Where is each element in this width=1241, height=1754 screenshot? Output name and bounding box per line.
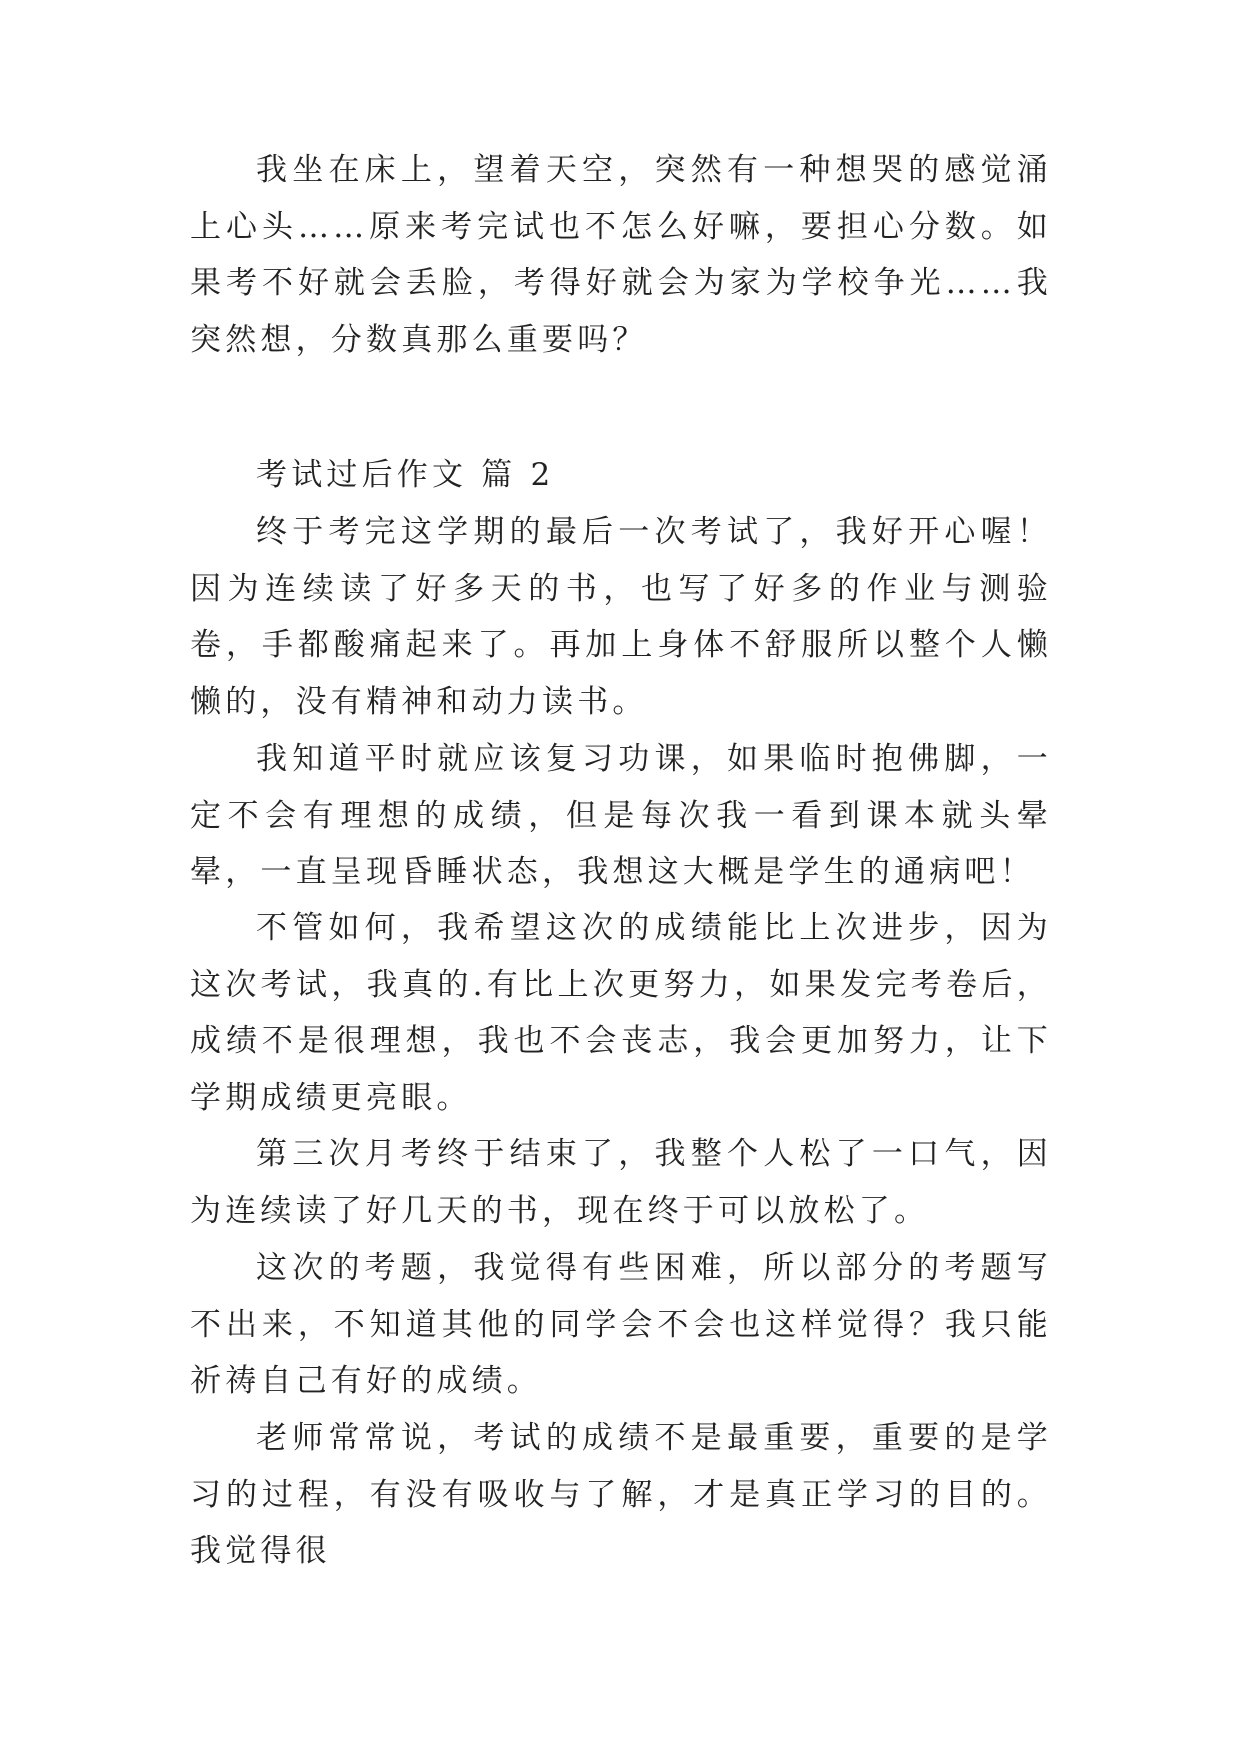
section-heading: 考试过后作文 篇 2 xyxy=(256,457,555,493)
paragraph-2: 我知道平时就应该复习功课，如果临时抱佛脚，一定不会有理想的成绩，但是每次我一看到课本就头晕晕，一直呈现昏睡状态，我想这大概是学生的通病吧！ xyxy=(190,741,1052,890)
paragraph-3: 不管如何，我希望这次的成绩能比上次进步，因为这次考试，我真的.有比上次更努力，如果发完考卷后，成绩不是很理想，我也不会丧志，我会更加努力，让下学期成绩更亮眼。 xyxy=(190,910,1052,1116)
paragraph-1: 终于考完这学期的最后一次考试了，我好开心喔！因为连续读了好多天的书，也写了好多的作业与测验卷，手都酸痛起来了。再加上身体不舒服所以整个人懒懒的，没有精神和动力读书。 xyxy=(190,514,1052,720)
paragraph-6: 老师常常说，考试的成绩不是最重要，重要的是学习的过程，有没有吸收与了解，才是真正学习的目的。我觉得很 xyxy=(190,1420,1052,1569)
paragraph-5: 这次的考题，我觉得有些困难，所以部分的考题写不出来，不知道其他的同学会不会也这样觉得？我只能祈祷自己有好的成绩。 xyxy=(190,1250,1052,1399)
intro-paragraph: 我坐在床上，望着天空，突然有一种想哭的感觉涌上心头……原来考完试也不怎么好嘛，要担心分数。如果考不好就会丢脸，考得好就会为家为学校争光……我突然想，分数真那么重要吗？ xyxy=(190,152,1052,358)
paragraph-4: 第三次月考终于结束了，我整个人松了一口气，因为连续读了好几天的书，现在终于可以放松了。 xyxy=(190,1136,1052,1229)
